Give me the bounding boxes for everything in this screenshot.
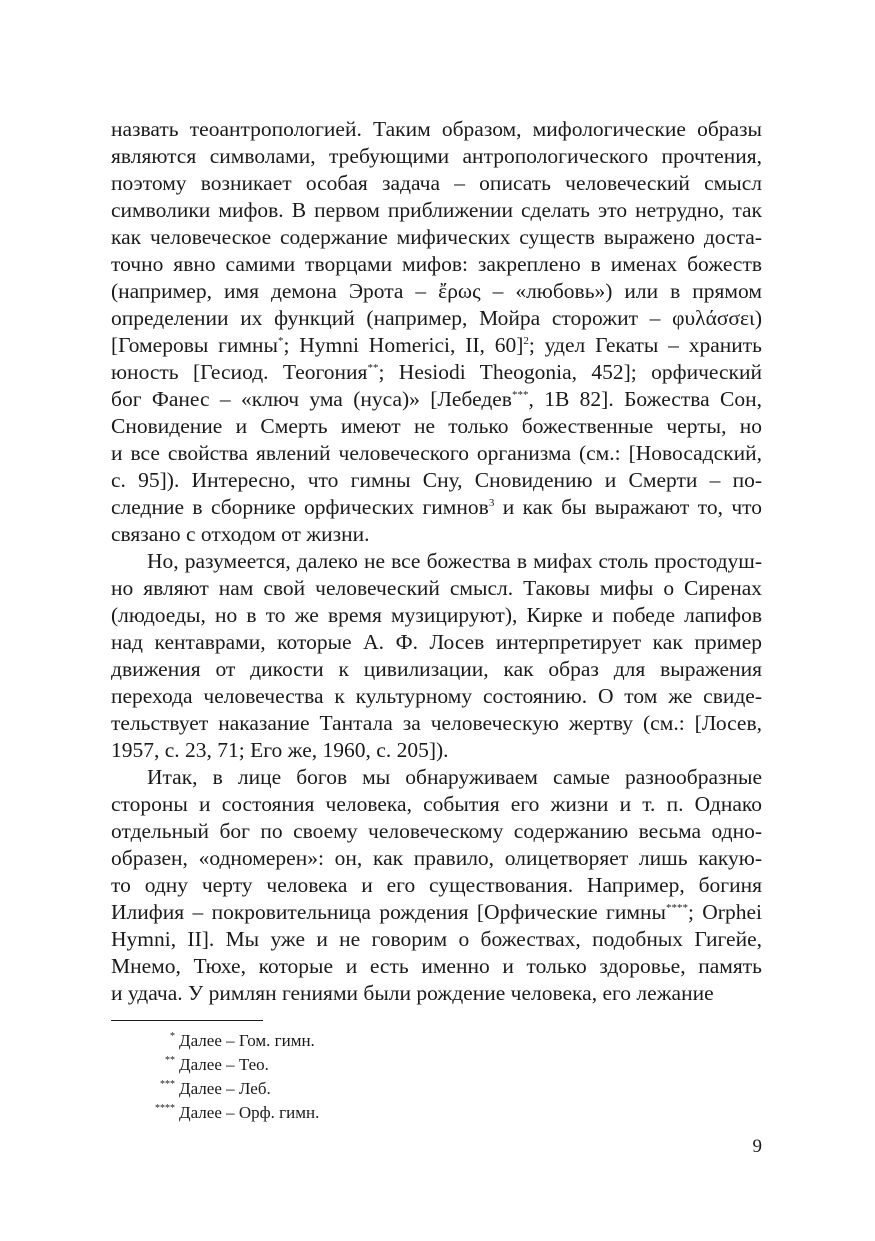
text-line [111,143,762,170]
text-segment: являются символами, требующими антропологического прочтения, [111,144,762,168]
text-line [147,764,762,791]
text-line [111,683,762,710]
text-segment: отдельный бог по своему человеческому содержанию весьма одно- [111,819,762,843]
text-line [111,224,762,251]
text-segment: перехода человечества к культурному состоянию. О том же свиде- [111,684,762,708]
text-line [111,899,762,926]
text-line [111,926,762,953]
text-line [111,818,762,845]
footnote-mark: 3 [488,497,495,509]
footnote-mark: 2 [523,335,529,347]
text-segment: Но, разумеется, далеко не все божества в мифах столь простодуш- [147,549,762,573]
text-segment: следние в сборнике орфических гимнов [111,495,489,519]
footnote-text: Далее – Леб. [179,1079,271,1098]
text-line [111,656,762,683]
text-line [111,440,762,467]
text-segment: Мнемо, Тюхе, которые и есть именно и только здоровье, память [111,954,762,978]
text-segment: ; Orphei [687,900,762,924]
footnote-marker [111,1030,175,1052]
text-segment: бог Фанес – «ключ ума (нуса)» [Лебедев [111,387,512,411]
text-segment: ; Hesiodi Theogonia, 452]; орфический [378,360,762,384]
footnote-text: Далее – Орф. гимн. [179,1103,320,1122]
footnote-marker [111,1078,175,1100]
text-line [111,278,762,305]
footnote-mark: **** [665,902,688,914]
text-segment: ; удел Гекаты – хранить [528,333,762,357]
text-segment: (например, имя демона Эрота – ἔρως – «любовь») или в прямом [111,279,762,303]
text-segment: и все свойства явлений человеческого организма (см.: [Новосадский, [111,441,762,465]
text-line [111,251,762,278]
text-line [111,953,762,980]
text-line [111,791,762,818]
page-number: 9 [752,1136,762,1157]
footnote-marker-glyph: ** [165,1055,175,1066]
text-line [111,116,762,143]
text-line [111,980,762,1007]
footnote-marker-glyph: * [170,1031,175,1042]
text-segment: символики мифов. В первом приближении сделать это нетрудно, так [111,198,762,222]
footnote-text: Далее – Гом. гимн. [179,1031,315,1050]
text-segment: юность [Гесиод. Теогония [111,360,368,384]
text-line [111,845,762,872]
text-segment: с. 95]). Интересно, что гимны Сну, Сновидению и Смерти – по- [111,468,762,492]
text-segment: движения от дикости к цивилизации, как образ для выражения [111,657,762,681]
text-segment: , 1B 82]. Божества Сон, [528,387,762,411]
footnote-text: Далее – Тео. [179,1055,269,1074]
text-segment: [Гомеровы гимны [111,333,278,357]
text-line [111,359,762,386]
text-segment: 1957, с. 23, 71; Его же, 1960, с. 205]). [111,738,449,762]
text-segment: но являют нам свой человеческий смысл. Таковы мифы о Сиренах [111,576,762,600]
text-line [111,737,762,764]
text-segment: Сновидение и Смерть имеют не только божественные черты, но [111,414,762,438]
footnote-marker [111,1102,175,1124]
text-segment: поэтому возникает особая задача – описать человеческий смысл [111,171,762,195]
footnote [111,1030,351,1052]
text-line [111,197,762,224]
text-segment: назвать теоантропологией. Таким образом, мифологические образы [111,117,762,141]
text-segment: тельствует наказание Тантала за человеческую жертву (см.: [Лосев, [111,711,762,735]
footnote-marker-glyph: *** [160,1079,175,1090]
text-segment: образен, «одномерен»: он, как правило, олицетворяет лишь какую- [111,846,762,870]
text-segment: Илифия – покровительница рождения [Орфические гимны [111,900,666,924]
footnote [111,1054,351,1076]
footnote [111,1078,351,1100]
text-segment: связано с отходом от жизни. [111,522,370,546]
footnote [111,1102,351,1124]
text-segment: Hymni, II]. Мы уже и не говорим о божествах, подобных Гигейе, [111,927,762,951]
text-line [111,521,762,548]
text-segment: (людоеды, но в то же время музицируют), Кирке и победе лапифов [111,603,762,627]
text-line [111,629,762,656]
footnote-mark: *** [511,389,529,401]
text-line [111,602,762,629]
text-segment: над кентаврами, которые А. Ф. Лосев интерпретирует как пример [111,630,762,654]
footnote-marker [111,1054,175,1076]
footnote-mark: * [277,335,284,347]
text-segment: стороны и состояния человека, события его жизни и т. п. Однако [111,792,762,816]
text-segment: и как бы выражают то, что [494,495,762,519]
text-line [111,170,762,197]
text-line [111,575,762,602]
text-line [111,332,762,359]
footnote-separator [111,1020,263,1021]
text-segment: и удача. У римлян гениями были рождение человека, его лежание [111,981,714,1005]
text-segment: ; Hymni Homerici, II, 60] [283,333,524,357]
text-line [147,548,762,575]
text-segment: точно явно самими творцами мифов: закреплено в именах божеств [111,252,762,276]
text-line [111,386,762,413]
text-line [111,413,762,440]
text-line [111,710,762,737]
text-segment: определении их функций (например, Мойра сторожит – φυλάσσει) [111,306,762,330]
text-line [111,467,762,494]
text-line [111,305,762,332]
text-line [111,494,762,521]
footnote-mark: ** [367,362,379,374]
text-segment: то одну черту человека и его существования. Например, богиня [111,873,762,897]
text-segment: Итак, в лице богов мы обнаруживаем самые разнообразные [147,765,762,789]
text-line [111,872,762,899]
text-segment: как человеческое содержание мифических существ выражено доста- [111,225,762,249]
footnote-marker-glyph: **** [155,1103,175,1114]
